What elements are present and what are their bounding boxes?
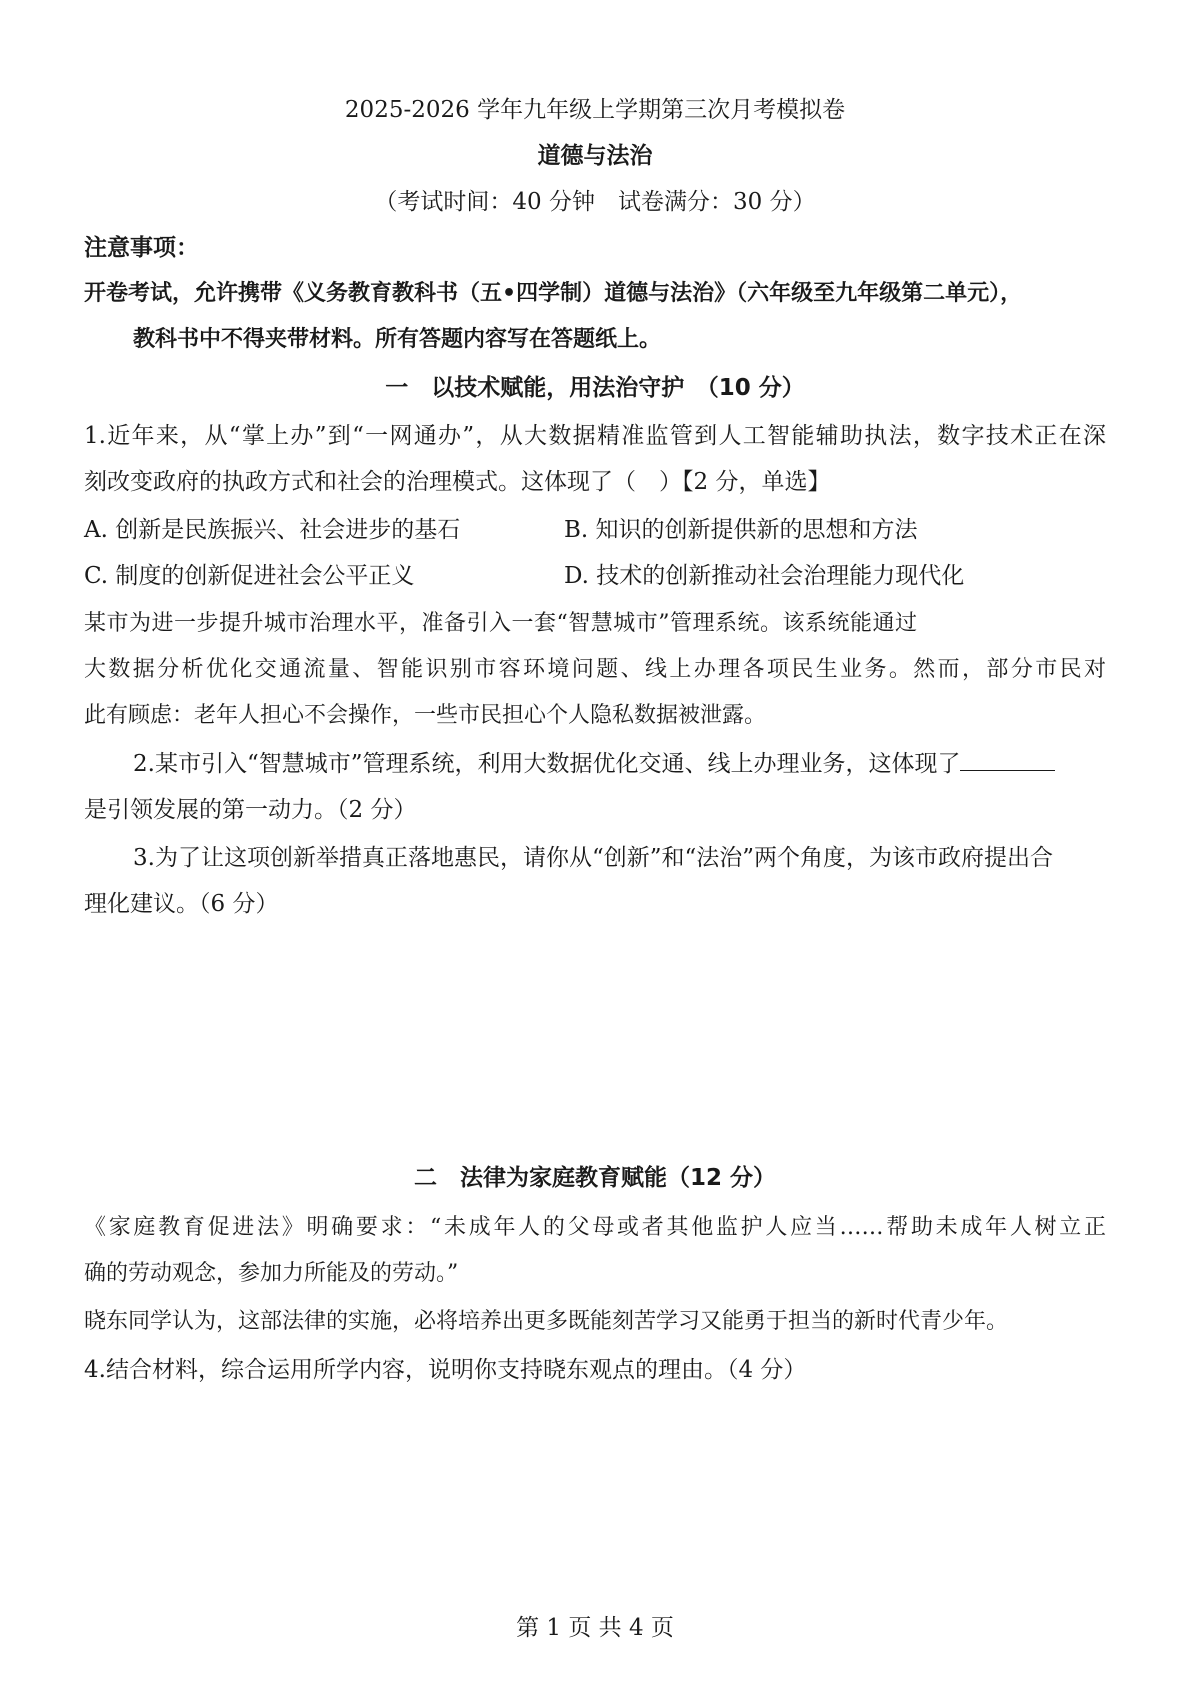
subject-title: 道德与法治 — [537, 142, 653, 169]
option-c: C. 制度的创新促进社会公平正义 — [84, 563, 415, 589]
section-2-title: 二 法律为家庭教育赋能（12 分） — [413, 1165, 776, 1191]
material-1-line-2: 大数据分析优化交通流量、智能识别市容环境问题、线上办理各项民生业务。然而，部分市民对 — [84, 657, 1106, 682]
notice-heading: 注意事项： — [84, 235, 199, 261]
option-a: A. 创新是民族振兴、社会进步的基石 — [84, 517, 461, 543]
notice-line-2: 教科书中不得夹带材料。所有答题内容写在答题纸上。 — [133, 327, 662, 352]
option-d: D. 技术的创新推动社会治理能力现代化 — [564, 563, 965, 589]
question-2-line-1 — [133, 748, 1055, 780]
question-1-text-1: 1.近年来，从“掌上办”到“一网通办”，从大数据精准监管到人工智能辅助执法，数字技术正在深 — [84, 423, 1106, 449]
page-number: 第 1 页 共 4 页 — [516, 1615, 674, 1641]
question-1-line-1 — [84, 420, 1106, 452]
question-4: 4.结合材料，综合运用所学内容，说明你支持晓东观点的理由。（4 分） — [84, 1357, 807, 1383]
question-2-line-2: 是引领发展的第一动力。（2 分） — [84, 797, 417, 823]
material-2-line-2: 确的劳动观念，参加力所能及的劳动。” — [84, 1261, 459, 1286]
material-2-line-1: 《家庭教育促进法》明确要求：“未成年人的父母或者其他监护人应当……帮助未成年人树立正 — [84, 1215, 1106, 1240]
material-2-line-1-wrap — [84, 1212, 1106, 1244]
question-1-line-2: 刻改变政府的执政方式和社会的治理模式。这体现了（ ）【2 分，单选】 — [84, 469, 831, 495]
exam-info: （考试时间：40 分钟 试卷满分：30 分） — [374, 189, 816, 215]
material-1-line-1: 某市为进一步提升城市治理水平，准备引入一套“智慧城市”管理系统。该系统能通过 — [84, 611, 918, 636]
exam-title: 2025-2026 学年九年级上学期第三次月考模拟卷 — [344, 97, 846, 123]
question-2-text: 2.某市引入“智慧城市”管理系统，利用大数据优化交通、线上办理业务，这体现了 — [133, 751, 961, 777]
answer-blank[interactable] — [960, 748, 1055, 771]
question-3-line-1: 3.为了让这项创新举措真正落地惠民，请你从“创新”和“法治”两个角度，为该市政府提出合 — [133, 845, 1053, 871]
question-3-line-2: 理化建议。（6 分） — [84, 891, 279, 917]
material-1-line-3: 此有顾虑：老年人担心不会操作，一些市民担心个人隐私数据被泄露。 — [84, 703, 767, 728]
material-1-line-2-wrap — [84, 654, 1106, 686]
notice-line-1: 开卷考试，允许携带《义务教育教科书（五•四学制）道德与法治》（六年级至九年级第二单元）， — [84, 281, 1023, 306]
material-2-line-3: 晓东同学认为，这部法律的实施，必将培养出更多既能刻苦学习又能勇于担当的新时代青少年。 — [84, 1309, 1009, 1334]
option-b: B. 知识的创新提供新的思想和方法 — [564, 517, 918, 543]
section-1-title: 一 以技术赋能，用法治守护 （10 分） — [385, 375, 805, 401]
